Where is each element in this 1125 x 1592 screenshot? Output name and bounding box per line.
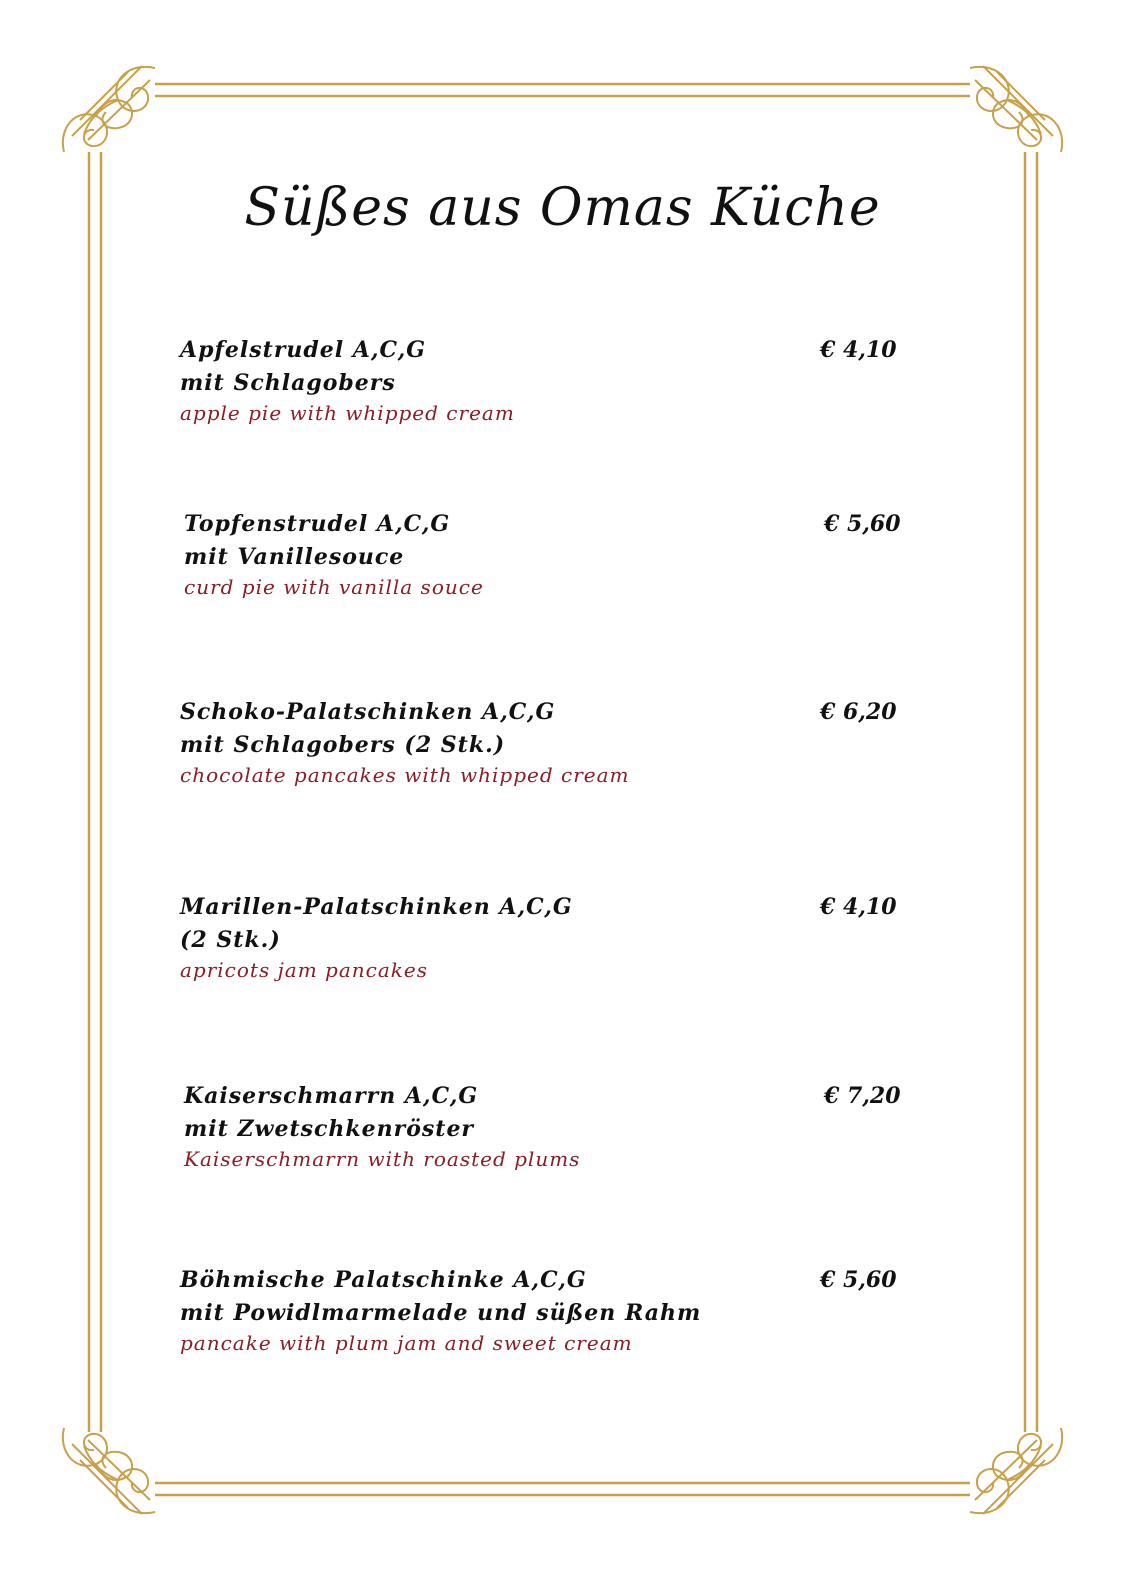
item-description: (2 Stk.) — [180, 927, 281, 953]
menu-title: Süßes aus Omas Küche — [244, 178, 881, 238]
item-description: mit Zwetschkenröster — [184, 1116, 475, 1142]
item-english: apricots jam pancakes — [180, 958, 428, 982]
item-english: Kaiserschmarrn with roasted plums — [184, 1147, 581, 1171]
item-name: Topfenstrudel A,C,G — [184, 511, 451, 537]
menu-item — [180, 696, 940, 788]
item-english: pancake with plum jam and sweet cream — [180, 1331, 633, 1355]
item-price: € 5,60 — [820, 1267, 897, 1293]
item-price: € 7,20 — [824, 1083, 901, 1109]
item-name: Böhmische Palatschinke A,C,G — [180, 1267, 587, 1293]
item-description: mit Schlagobers — [180, 370, 396, 396]
item-description: mit Powidlmarmelade und süßen Rahm — [180, 1300, 702, 1326]
corner-ornament-top-left — [63, 66, 155, 152]
item-english: curd pie with vanilla souce — [184, 575, 484, 599]
corner-ornament-top-right — [970, 66, 1062, 152]
item-english: apple pie with whipped cream — [180, 401, 515, 425]
menu-item — [184, 508, 944, 600]
menu-item — [180, 1264, 940, 1356]
item-name: Apfelstrudel A,C,G — [180, 337, 427, 363]
item-price: € 4,10 — [820, 894, 897, 920]
item-price: € 6,20 — [820, 699, 897, 725]
menu-item — [180, 891, 940, 983]
item-price: € 4,10 — [820, 337, 897, 363]
menu-item — [180, 334, 940, 426]
item-english: chocolate pancakes with whipped cream — [180, 763, 630, 787]
item-description: mit Schlagobers (2 Stk.) — [180, 732, 506, 758]
menu-item — [184, 1080, 944, 1172]
corner-ornament-bottom-left — [63, 1428, 155, 1514]
item-price: € 5,60 — [824, 511, 901, 537]
corner-ornament-bottom-right — [970, 1428, 1062, 1514]
item-name: Kaiserschmarrn A,C,G — [184, 1083, 479, 1109]
item-name: Marillen-Palatschinken A,C,G — [180, 894, 573, 920]
item-name: Schoko-Palatschinken A,C,G — [180, 699, 556, 725]
item-description: mit Vanillesouce — [184, 544, 405, 570]
